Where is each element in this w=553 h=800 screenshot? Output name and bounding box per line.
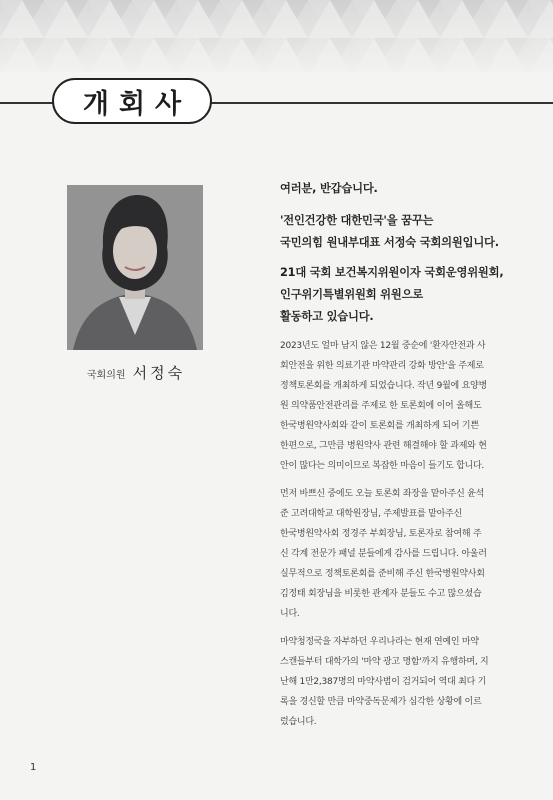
body-line: 스캔들부터 대학가의 '마약 광고 명함'까지 유행하며, 지 [280,657,489,667]
body-line: 회안전을 위한 의료기관 마약관리 강화 방안'을 주제로 [280,361,484,371]
lead-line: 21대 국회 보건복지위원이자 국회운영위원회, [280,266,504,279]
lead-line: 여러분, 반갑습니다. [280,182,378,195]
lead-greeting [280,178,524,200]
lead-line: 활동하고 있습니다. [280,310,374,323]
body-line: 김정태 회장님을 비롯한 관계자 분들도 수고 많으셨습 [280,589,482,599]
lead-positions [280,262,524,328]
body-line: 마약청정국을 자부하던 우리나라는 현재 연예인 마약 [280,637,479,647]
body-line: 실무적으로 정책토론회를 준비해 주신 한국병원약사회 [280,569,485,579]
lead-line: 국민의힘 원내부대표 서정숙 국회의원입니다. [280,236,499,249]
caption-role: 국회의원 [86,370,126,381]
body-line: 먼저 바쁘신 중에도 오늘 토론회 좌장을 맡아주신 윤석 [280,489,485,499]
body-line: 난해 1만2,387명의 마약사범이 검거되어 역대 최다 기 [280,677,487,687]
decorative-banner [0,0,553,72]
body-line: 안이 많다는 의미이므로 복잡한 마음이 들기도 합니다. [280,461,485,471]
lead-line: 인구위기특별위원회 위원으로 [280,288,424,301]
body-line: 니다. [280,609,300,619]
lead-introduction [280,210,524,254]
body-line: 한국병원약사회와 같이 토론회를 개최하게 되어 기쁜 [280,421,479,431]
body-line: 정책토론회를 개최하게 되었습니다. 작년 9월에 요양병 [280,381,487,391]
triangle-pattern [0,0,553,72]
page-number: 1 [30,762,37,773]
body-paragraph [280,336,524,476]
body-line: 신 각계 전문가 패널 분들에게 감사를 드립니다. 아울러 [280,549,487,559]
portrait-caption [66,362,206,383]
body-line: 준 고려대학교 대학원장님, 주제발표를 맡아주신 [280,509,462,519]
body-paragraph [280,632,524,732]
lead-line: '전인건강한 대한민국'을 꿈꾸는 [280,214,434,227]
body-line: 한편으로, 그만큼 병원약사 관련 해결해야 할 과제와 현 [280,441,487,451]
body-line: 렀습니다. [280,717,317,727]
speech-text [268,178,524,740]
body-line: 록을 경신할 만큼 마약중독문제가 심각한 상황에 이르 [280,697,482,707]
body-paragraph [280,484,524,624]
page-title: 개회사 [82,88,192,120]
caption-name: 서정숙 [132,364,186,382]
body-line: 원 의약품안전관리를 주제로 한 토론회에 이어 올해도 [280,401,482,411]
body-line: 한국병원약사회 정경주 부회장님, 토론자로 참여해 주 [280,529,482,539]
body-line: 2023년도 얼마 남지 않은 12월 중순에 '환자안전과 사 [280,341,486,351]
portrait-photo [67,185,203,350]
title-badge [52,78,212,124]
